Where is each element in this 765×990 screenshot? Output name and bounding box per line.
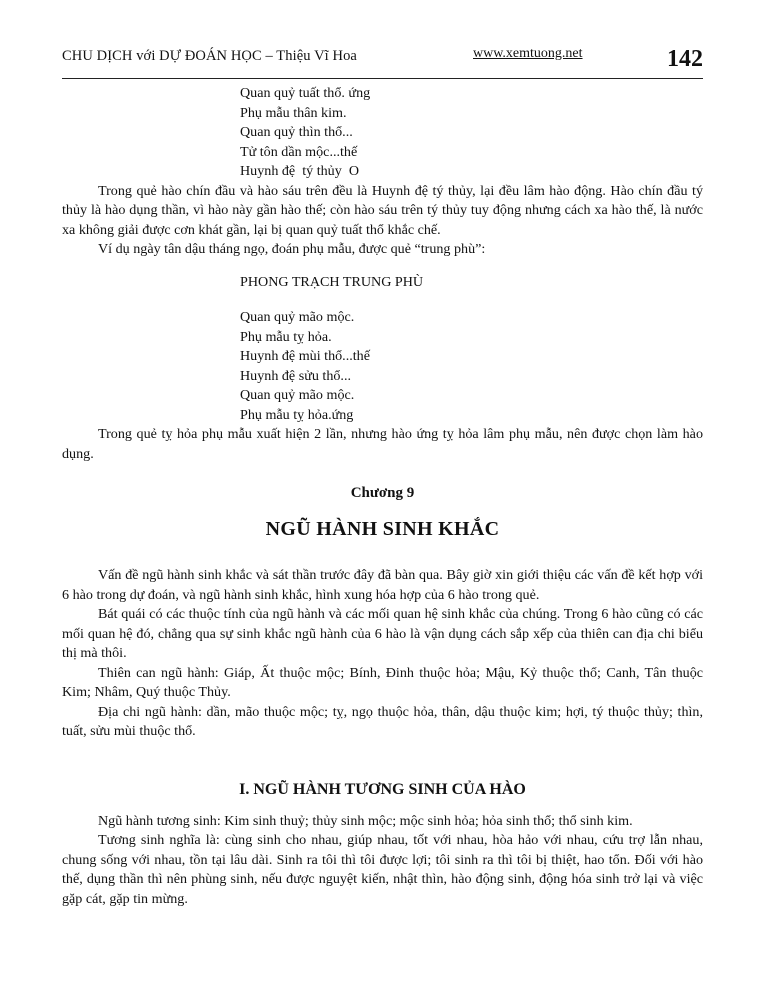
website-link[interactable]: www.xemtuong.net bbox=[473, 46, 583, 61]
chapter-label: Chương 9 bbox=[350, 485, 415, 501]
hexagram-top bbox=[62, 84, 703, 182]
chapter-title: NGŨ HÀNH SINH KHẮC bbox=[265, 518, 500, 540]
hexagram-line: Phụ mẫu tỵ hỏa. bbox=[240, 328, 332, 345]
hexagram-line: Tử tôn dần mộc...thế bbox=[240, 143, 358, 160]
section-title: I. NGŨ HÀNH TƯƠNG SINH CỦA HÀO bbox=[239, 780, 526, 798]
paragraph: Vấn đề ngũ hành sinh khắc và sát thần trước đây đã bàn qua. Bây giờ xin giới thiệu các vấn đề kết hợp với 6 hào trong dự đoán, và ngũ hành sinh khắc, hình xung hóa hợp của 6 hào trong quẻ. bbox=[62, 567, 703, 603]
hexagram-line: Huynh đệ sửu thổ... bbox=[240, 367, 351, 384]
page-content bbox=[62, 84, 703, 909]
paragraph: Trong quẻ tỵ hỏa phụ mẫu xuất hiện 2 lần, nhưng hào ứng tỵ hỏa lâm phụ mẫu, nên được chọn làm hào dụng. bbox=[62, 426, 703, 462]
hexagram-line: Phụ mẫu tỵ hỏa.ứng bbox=[240, 406, 354, 423]
paragraph: Ví dụ ngày tân dậu tháng ngọ, đoán phụ mẫu, được quẻ “trung phù”: bbox=[98, 241, 486, 257]
hexagram-example bbox=[62, 308, 703, 425]
paragraph: Tương sinh nghĩa là: cùng sinh cho nhau, giúp nhau, tốt với nhau, hòa hảo với nhau, cứu trợ lẫn nhau, chung sống với nhau, tồn tại lâu dài. Sinh ra tôi thì tôi được lợi; tôi sinh ra thì tôi bị thiệt, hao tổn. Đối với hào thế, dụng thần thì nên phùng sinh, nếu được nguyệt kiến, nhật thìn, hào động sinh, động hóa sinh trở lại và việc gặp cát, gặp tin mừng. bbox=[62, 832, 703, 907]
hexagram-line: Quan quỷ tuất thổ. ứng bbox=[240, 85, 371, 101]
book-title: CHU DỊCH với DỰ ĐOÁN HỌC – Thiệu Vĩ Hoa bbox=[62, 48, 357, 64]
hexagram-line: Quan quỷ thìn thổ... bbox=[240, 124, 353, 140]
hexagram-line: Phụ mẫu thân kim. bbox=[240, 104, 347, 121]
paragraph: Thiên can ngũ hành: Giáp, Ất thuộc mộc; Bính, Đinh thuộc hỏa; Mậu, Kỷ thuộc thổ; Canh, Tân thuộc Kim; Nhâm, Quý thuộc Thủy. bbox=[62, 664, 703, 700]
page-number: 142 bbox=[667, 46, 703, 72]
hexagram-title: PHONG TRẠCH TRUNG PHÙ bbox=[240, 273, 424, 290]
hexagram-line: Huynh đệ tý thủy O bbox=[240, 163, 360, 179]
paragraph: Bát quái có các thuộc tính của ngũ hành và các mối quan hệ sinh khắc của chúng. Trong 6 hào cũng có các mối quan hệ đó, chẳng qua sự sinh khắc ngũ hành của 6 hào là vận dụng cách sắp xếp của thiên can địa chi biểu thị mà thôi. bbox=[62, 606, 703, 661]
hexagram-line: Quan quỷ mão mộc. bbox=[240, 387, 355, 403]
paragraph: Trong quẻ hào chín đầu và hào sáu trên đều là Huynh đệ tý thủy, lại đều lâm hào động. Hào chín đầu tý thủy là hào dụng thần, vì hào này gần hào thế; còn hào sáu trên tý thủy tuy động nhưng cách xa hào thế, là nước xa không giải được cơn khát gần, lại bị quan quỷ tuất thổ khắc chế. bbox=[62, 182, 703, 238]
chapter-body bbox=[62, 566, 703, 742]
hexagram-line: Quan quỷ mão mộc. bbox=[240, 309, 355, 325]
page-header bbox=[62, 44, 703, 79]
paragraph: Địa chi ngũ hành: dần, mão thuộc mộc; tỵ, ngọ thuộc hỏa, thân, dậu thuộc kim; hợi, tý thuộc thủy; thìn, tuất, sửu mùi thuộc thổ. bbox=[62, 703, 703, 739]
hexagram-line: Huynh đệ mùi thổ...thế bbox=[240, 348, 370, 364]
paragraph: Ngũ hành tương sinh: Kim sinh thuỷ; thủy sinh mộc; mộc sinh hỏa; hỏa sinh thổ; thổ sinh kim. bbox=[98, 812, 633, 829]
